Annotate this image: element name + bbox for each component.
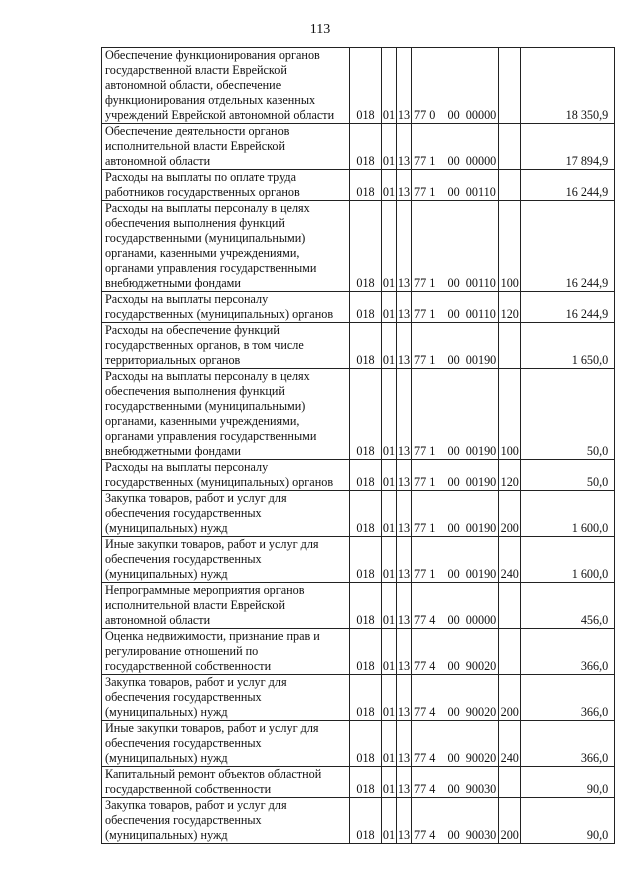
subsection-code: 13	[397, 583, 412, 629]
subsection-code: 13	[397, 323, 412, 369]
target-code: 90030	[465, 828, 497, 842]
subprogram-code: 00	[447, 353, 460, 367]
target-code: 90030	[465, 782, 497, 796]
subsection-code: 13	[397, 767, 412, 798]
subprogram-code: 00	[447, 444, 460, 458]
subsection-code: 13	[397, 537, 412, 583]
amount: 90,0	[521, 767, 615, 798]
expense-type-code: 240	[499, 721, 521, 767]
budget-table	[101, 47, 615, 844]
row-description: Расходы на обеспечение функций государственных органов, в том числе территориальных органов	[102, 323, 350, 369]
target-code: 00190	[465, 353, 497, 367]
program-code: 77 4	[412, 721, 446, 767]
ministry-code: 018	[350, 675, 382, 721]
row-description: Иные закупки товаров, работ и услуг для обеспечения государственных (муниципальных) нужд	[102, 721, 350, 767]
amount: 16 244,9	[521, 170, 615, 201]
target-code: 00190	[465, 475, 497, 489]
section-code: 01	[382, 170, 397, 201]
section-code: 01	[382, 491, 397, 537]
target-cell	[446, 721, 499, 767]
expense-type-code: 200	[499, 798, 521, 844]
target-cell	[446, 675, 499, 721]
expense-type-code: 100	[499, 369, 521, 460]
row-description: Оценка недвижимости, признание прав и регулирование отношений по государственной собственности	[102, 629, 350, 675]
subprogram-code: 00	[447, 828, 460, 842]
target-cell	[446, 369, 499, 460]
subprogram-code: 00	[447, 276, 460, 290]
target-code: 00190	[465, 567, 497, 581]
amount: 16 244,9	[521, 292, 615, 323]
target-code: 00000	[465, 613, 497, 627]
subprogram-code: 00	[447, 705, 460, 719]
amount: 366,0	[521, 721, 615, 767]
row-description: Обеспечение функционирования органов государственной власти Еврейской автономной области, обеспечение функционирования отдельных казенных учреждений Еврейской автономной области	[102, 48, 350, 124]
expense-type-code	[499, 170, 521, 201]
section-code: 01	[382, 767, 397, 798]
section-code: 01	[382, 798, 397, 844]
program-code: 77 1	[412, 201, 446, 292]
ministry-code: 018	[350, 323, 382, 369]
target-cell	[446, 124, 499, 170]
subsection-code: 13	[397, 491, 412, 537]
program-code: 77 1	[412, 537, 446, 583]
expense-type-code	[499, 124, 521, 170]
page-number: 113	[309, 22, 331, 37]
target-cell	[446, 292, 499, 323]
table-row	[102, 170, 615, 201]
row-description: Капитальный ремонт объектов областной государственной собственности	[102, 767, 350, 798]
section-code: 01	[382, 460, 397, 491]
target-code: 00110	[465, 307, 496, 321]
table-row	[102, 124, 615, 170]
target-cell	[446, 491, 499, 537]
expense-type-code: 200	[499, 675, 521, 721]
target-code: 90020	[465, 751, 497, 765]
target-code: 00110	[465, 276, 496, 290]
program-code: 77 1	[412, 369, 446, 460]
amount: 366,0	[521, 629, 615, 675]
table-row	[102, 48, 615, 124]
amount: 18 350,9	[521, 48, 615, 124]
program-code: 77 4	[412, 629, 446, 675]
program-code: 77 4	[412, 583, 446, 629]
row-description: Закупка товаров, работ и услуг для обеспечения государственных (муниципальных) нужд	[102, 798, 350, 844]
target-cell	[446, 583, 499, 629]
subsection-code: 13	[397, 201, 412, 292]
subsection-code: 13	[397, 460, 412, 491]
ministry-code: 018	[350, 460, 382, 491]
subprogram-code: 00	[447, 108, 460, 122]
subprogram-code: 00	[447, 185, 460, 199]
ministry-code: 018	[350, 629, 382, 675]
target-cell	[446, 201, 499, 292]
program-code: 77 4	[412, 767, 446, 798]
subsection-code: 13	[397, 369, 412, 460]
table-row	[102, 721, 615, 767]
subprogram-code: 00	[447, 567, 460, 581]
ministry-code: 018	[350, 124, 382, 170]
row-description: Закупка товаров, работ и услуг для обеспечения государственных (муниципальных) нужд	[102, 491, 350, 537]
amount: 17 894,9	[521, 124, 615, 170]
subprogram-code: 00	[447, 307, 460, 321]
target-cell	[446, 537, 499, 583]
ministry-code: 018	[350, 201, 382, 292]
target-code: 90020	[465, 705, 497, 719]
program-code: 77 1	[412, 170, 446, 201]
subsection-code: 13	[397, 170, 412, 201]
program-code: 77 1	[412, 491, 446, 537]
section-code: 01	[382, 675, 397, 721]
program-code: 77 1	[412, 323, 446, 369]
ministry-code: 018	[350, 48, 382, 124]
target-cell	[446, 48, 499, 124]
program-code: 77 4	[412, 798, 446, 844]
subsection-code: 13	[397, 292, 412, 323]
table-row	[102, 767, 615, 798]
amount: 1 650,0	[521, 323, 615, 369]
table-row	[102, 323, 615, 369]
section-code: 01	[382, 721, 397, 767]
ministry-code: 018	[350, 583, 382, 629]
row-description: Обеспечение деятельности органов исполнительной власти Еврейской автономной области	[102, 124, 350, 170]
expense-type-code	[499, 583, 521, 629]
subsection-code: 13	[397, 629, 412, 675]
subsection-code: 13	[397, 798, 412, 844]
subsection-code: 13	[397, 721, 412, 767]
row-description: Расходы на выплаты персоналу в целях обеспечения выполнения функций государственными (муниципальными) органами, казенными учреждениями, органами управления государственными внебюджетными фондами	[102, 201, 350, 292]
subsection-code: 13	[397, 675, 412, 721]
target-code: 00190	[465, 521, 497, 535]
ministry-code: 018	[350, 537, 382, 583]
expense-type-code: 200	[499, 491, 521, 537]
subprogram-code: 00	[447, 521, 460, 535]
expense-type-code: 100	[499, 201, 521, 292]
table-row	[102, 201, 615, 292]
expense-type-code	[499, 323, 521, 369]
table-row	[102, 292, 615, 323]
section-code: 01	[382, 124, 397, 170]
amount: 50,0	[521, 460, 615, 491]
expense-type-code	[499, 629, 521, 675]
ministry-code: 018	[350, 292, 382, 323]
subprogram-code: 00	[447, 475, 460, 489]
target-cell	[446, 460, 499, 491]
target-code: 00190	[465, 444, 497, 458]
table-row	[102, 629, 615, 675]
row-description: Иные закупки товаров, работ и услуг для обеспечения государственных (муниципальных) нужд	[102, 537, 350, 583]
subprogram-code: 00	[447, 659, 460, 673]
program-code: 77 4	[412, 675, 446, 721]
subprogram-code: 00	[447, 613, 460, 627]
section-code: 01	[382, 323, 397, 369]
target-code: 00110	[465, 185, 496, 199]
amount: 366,0	[521, 675, 615, 721]
amount: 456,0	[521, 583, 615, 629]
target-cell	[446, 798, 499, 844]
program-code: 77 1	[412, 460, 446, 491]
row-description: Расходы на выплаты персоналу государственных (муниципальных) органов	[102, 460, 350, 491]
ministry-code: 018	[350, 170, 382, 201]
table-body	[102, 48, 615, 844]
table-row	[102, 583, 615, 629]
row-description: Расходы на выплаты по оплате труда работников государственных органов	[102, 170, 350, 201]
table-row	[102, 491, 615, 537]
section-code: 01	[382, 292, 397, 323]
amount: 1 600,0	[521, 491, 615, 537]
expense-type-code: 120	[499, 460, 521, 491]
section-code: 01	[382, 48, 397, 124]
expense-type-code	[499, 767, 521, 798]
amount: 16 244,9	[521, 201, 615, 292]
target-code: 00000	[465, 108, 497, 122]
expense-type-code: 240	[499, 537, 521, 583]
ministry-code: 018	[350, 721, 382, 767]
section-code: 01	[382, 629, 397, 675]
target-cell	[446, 323, 499, 369]
amount: 50,0	[521, 369, 615, 460]
section-code: 01	[382, 369, 397, 460]
subsection-code: 13	[397, 48, 412, 124]
target-code: 00000	[465, 154, 497, 168]
table-row	[102, 369, 615, 460]
ministry-code: 018	[350, 798, 382, 844]
target-cell	[446, 767, 499, 798]
expense-type-code	[499, 48, 521, 124]
ministry-code: 018	[350, 369, 382, 460]
target-code: 90020	[465, 659, 497, 673]
program-code: 77 1	[412, 124, 446, 170]
ministry-code: 018	[350, 491, 382, 537]
row-description: Закупка товаров, работ и услуг для обеспечения государственных (муниципальных) нужд	[102, 675, 350, 721]
subprogram-code: 00	[447, 782, 460, 796]
amount: 90,0	[521, 798, 615, 844]
program-code: 77 1	[412, 292, 446, 323]
program-code: 77 0	[412, 48, 446, 124]
ministry-code: 018	[350, 767, 382, 798]
table-row	[102, 537, 615, 583]
section-code: 01	[382, 201, 397, 292]
subsection-code: 13	[397, 124, 412, 170]
table-row	[102, 460, 615, 491]
table-row	[102, 675, 615, 721]
subprogram-code: 00	[447, 751, 460, 765]
section-code: 01	[382, 583, 397, 629]
target-cell	[446, 170, 499, 201]
row-description: Расходы на выплаты персоналу в целях обеспечения выполнения функций государственными (муниципальными) органами, казенными учреждениями, органами управления государственными внебюджетными фондами	[102, 369, 350, 460]
expense-type-code: 120	[499, 292, 521, 323]
subprogram-code: 00	[447, 154, 460, 168]
row-description: Расходы на выплаты персоналу государственных (муниципальных) органов	[102, 292, 350, 323]
row-description: Непрограммные мероприятия органов исполнительной власти Еврейской автономной области	[102, 583, 350, 629]
section-code: 01	[382, 537, 397, 583]
table-row	[102, 798, 615, 844]
amount: 1 600,0	[521, 537, 615, 583]
target-cell	[446, 629, 499, 675]
